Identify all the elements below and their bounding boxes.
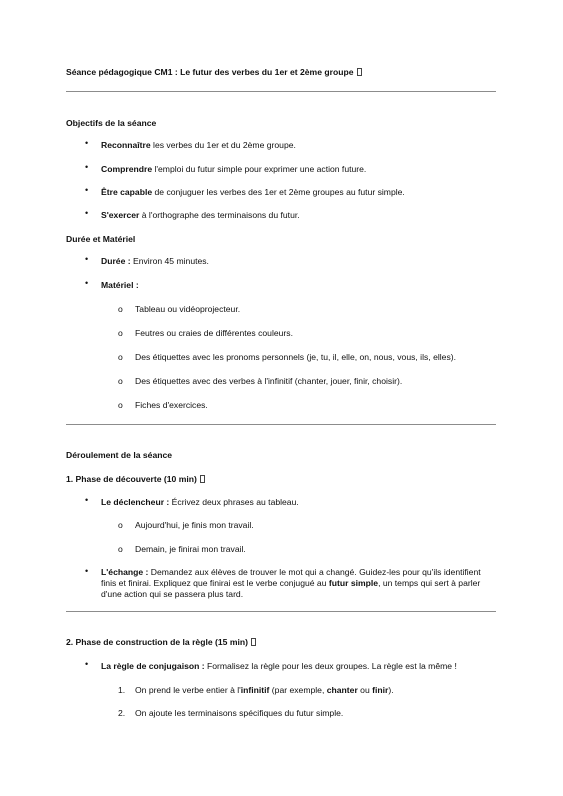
missing-glyph-icon: [200, 475, 205, 483]
step-number: 2.: [118, 708, 126, 718]
circle-bullet-icon: o: [118, 544, 123, 554]
bullet-icon: •: [85, 659, 89, 669]
sub-list-item: Fiches d'exercices.: [135, 400, 208, 410]
circle-bullet-icon: o: [118, 520, 123, 530]
list-item: Être capable de conjuguer les verbes des 1er et 2ème groupes au futur simple.: [101, 187, 405, 197]
step-number: 1.: [118, 685, 126, 695]
circle-bullet-icon: o: [118, 400, 123, 410]
circle-bullet-icon: o: [118, 328, 123, 338]
sub-list-item: Demain, je finirai mon travail.: [135, 544, 246, 554]
missing-glyph-icon: [357, 68, 362, 76]
divider: [66, 611, 496, 612]
list-item: Le déclencheur : Écrivez deux phrases au tableau.: [101, 497, 299, 507]
page-title: Séance pédagogique CM1 : Le futur des verbes du 1er et 2ème groupe: [66, 67, 362, 77]
list-item-echange: L'échange : Demandez aux élèves de trouver le mot qui a changé. Guidez-les pour qu'ils identifient finis et finirai. Expliquez que finirai est le verbe conjugué au futur simple, un temps qui sert à parler d'une action qui se passera plus tard.: [101, 567, 481, 599]
divider: [66, 424, 496, 425]
sub-list-item: Feutres ou craies de différentes couleurs.: [135, 328, 293, 338]
step-item: On prend le verbe entier à l'infinitif (par exemple, chanter ou finir).: [135, 685, 394, 695]
section-heading-deroulement: Déroulement de la séance: [66, 450, 173, 460]
bullet-icon: •: [85, 254, 89, 264]
list-item: Comprendre l'emploi du futur simple pour exprimer une action future.: [101, 164, 367, 174]
sub-list-item: Aujourd'hui, je finis mon travail.: [135, 520, 254, 530]
bullet-icon: •: [85, 566, 89, 576]
list-item-materiel: Matériel :: [101, 280, 139, 290]
bullet-icon: •: [85, 278, 89, 288]
bullet-icon: •: [85, 138, 89, 148]
circle-bullet-icon: o: [118, 352, 123, 362]
phase-heading: 1. Phase de découverte (10 min): [66, 474, 205, 484]
section-heading-objectifs: Objectifs de la séance: [66, 118, 157, 128]
step-item: On ajoute les terminaisons spécifiques du futur simple.: [135, 708, 344, 718]
section-heading-duree: Durée et Matériel: [66, 234, 136, 244]
bullet-icon: •: [85, 185, 89, 195]
sub-list-item: Des étiquettes avec des verbes à l'infinitif (chanter, jouer, finir, choisir).: [135, 376, 403, 386]
list-item-duree: Durée : Environ 45 minutes.: [101, 256, 209, 266]
circle-bullet-icon: o: [118, 376, 123, 386]
sub-list-item: Tableau ou vidéoprojecteur.: [135, 304, 241, 314]
list-item: La règle de conjugaison : Formalisez la règle pour les deux groupes. La règle est la même !: [101, 661, 457, 671]
list-item: S'exercer à l'orthographe des terminaisons du futur.: [101, 210, 300, 220]
list-item: Reconnaître les verbes du 1er et du 2ème groupe.: [101, 140, 296, 150]
bullet-icon: •: [85, 162, 89, 172]
circle-bullet-icon: o: [118, 304, 123, 314]
divider: [66, 91, 496, 92]
phase-heading: 2. Phase de construction de la règle (15 min): [66, 637, 256, 647]
missing-glyph-icon: [251, 638, 256, 646]
bullet-icon: •: [85, 495, 89, 505]
sub-list-item: Des étiquettes avec les pronoms personnels (je, tu, il, elle, on, nous, vous, ils, elles).: [135, 352, 456, 362]
bullet-icon: •: [85, 208, 89, 218]
